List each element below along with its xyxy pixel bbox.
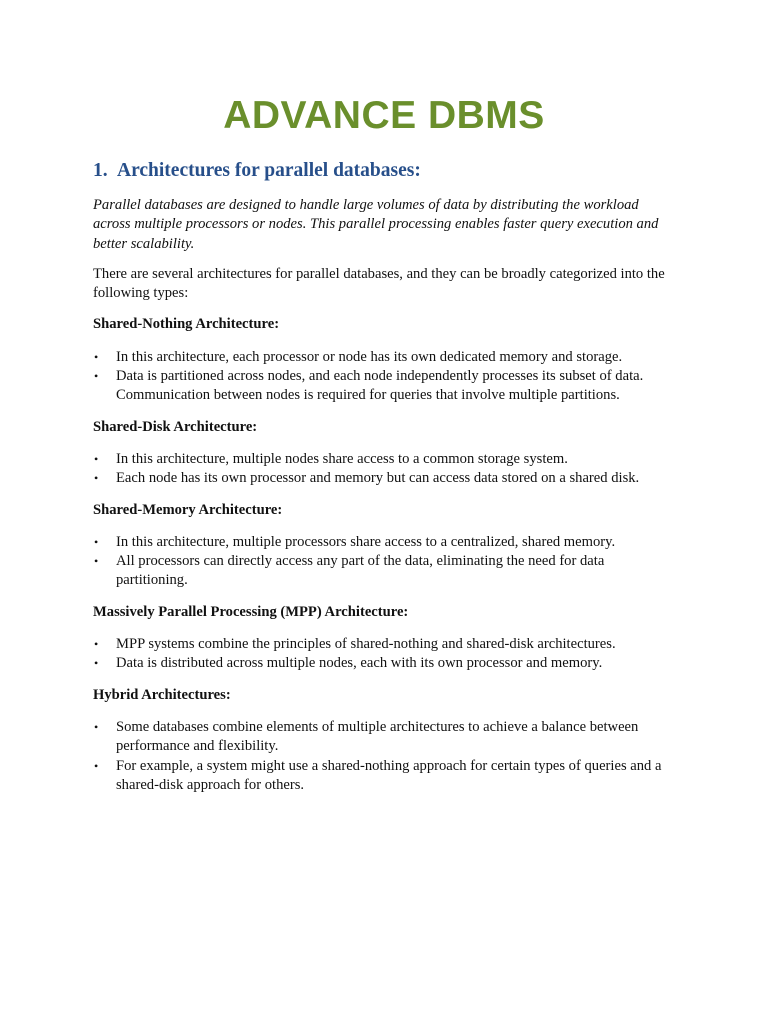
bullet-list (93, 533, 675, 591)
bullet-list (93, 718, 675, 795)
bullet-icon: • (94, 369, 99, 384)
section-number: 1. (93, 160, 108, 181)
list-item (93, 635, 675, 654)
list-item (93, 654, 675, 673)
list-item-text: Data is partitioned across nodes, and each node independently processes its subset of data. Communication between nodes is required for queries that involve multiple partitions. (116, 368, 644, 404)
list-item (93, 552, 675, 591)
list-item-text: In this architecture, multiple nodes share access to a common storage system. (116, 450, 568, 467)
list-item-text: Each node has its own processor and memory but can access data stored on a shared disk. (116, 470, 640, 487)
bullet-icon: • (94, 451, 99, 466)
list-item-text: MPP systems combine the principles of shared-nothing and shared-disk architectures. (116, 636, 616, 653)
intro-paragraph: Parallel databases are designed to handle large volumes of data by distributing the workload across multiple processors or nodes. This parallel processing enables faster query execution and better scalability. (93, 197, 659, 252)
list-item-text: In this architecture, each processor or node has its own dedicated memory and storage. (116, 348, 623, 365)
bullet-icon: • (94, 349, 99, 364)
bullet-list (93, 348, 675, 406)
architecture-block-shared-disk (93, 418, 675, 489)
bullet-icon: • (94, 554, 99, 569)
architecture-block-hybrid (93, 686, 675, 795)
bullet-list (93, 635, 675, 674)
architecture-heading: Hybrid Architectures: (93, 686, 231, 703)
architecture-heading: Shared-Nothing Architecture: (93, 316, 280, 333)
bullet-icon: • (94, 656, 99, 671)
architecture-heading: Massively Parallel Processing (MPP) Architecture: (93, 603, 409, 620)
architecture-block-shared-memory (93, 501, 675, 591)
bullet-icon: • (94, 719, 99, 734)
list-item-text: For example, a system might use a shared-nothing approach for certain types of queries and a shared-disk approach for others. (116, 757, 662, 793)
bullet-icon: • (94, 471, 99, 486)
section-heading (93, 158, 675, 184)
list-item-text: Some databases combine elements of multiple architectures to achieve a balance between performance and flexibility. (116, 718, 639, 755)
list-item-text: Data is distributed across multiple nodes, each with its own processor and memory. (116, 655, 603, 672)
list-item (93, 348, 675, 367)
architecture-block-mpp (93, 603, 675, 674)
list-item-text: In this architecture, multiple processors share access to a centralized, shared memory. (116, 533, 616, 550)
list-item-text: All processors can directly access any part of the data, eliminating the need for data partitioning. (116, 553, 605, 589)
architecture-heading: Shared-Disk Architecture: (93, 418, 258, 435)
overview-paragraph: There are several architectures for parallel databases, and they can be broadly categorized into the following types: (93, 265, 665, 302)
list-item (93, 718, 675, 757)
list-item (93, 450, 675, 469)
section-heading-text: Architectures for parallel databases: (117, 160, 421, 181)
list-item (93, 367, 675, 406)
bullet-icon: • (94, 637, 99, 652)
architecture-block-shared-nothing (93, 315, 675, 405)
architecture-heading: Shared-Memory Architecture: (93, 501, 283, 518)
list-item (93, 469, 675, 488)
document-title: ADVANCE DBMS (223, 94, 545, 137)
list-item (93, 757, 675, 796)
list-item (93, 533, 675, 552)
bullet-icon: • (94, 758, 99, 773)
bullet-icon: • (94, 534, 99, 549)
bullet-list (93, 450, 675, 489)
